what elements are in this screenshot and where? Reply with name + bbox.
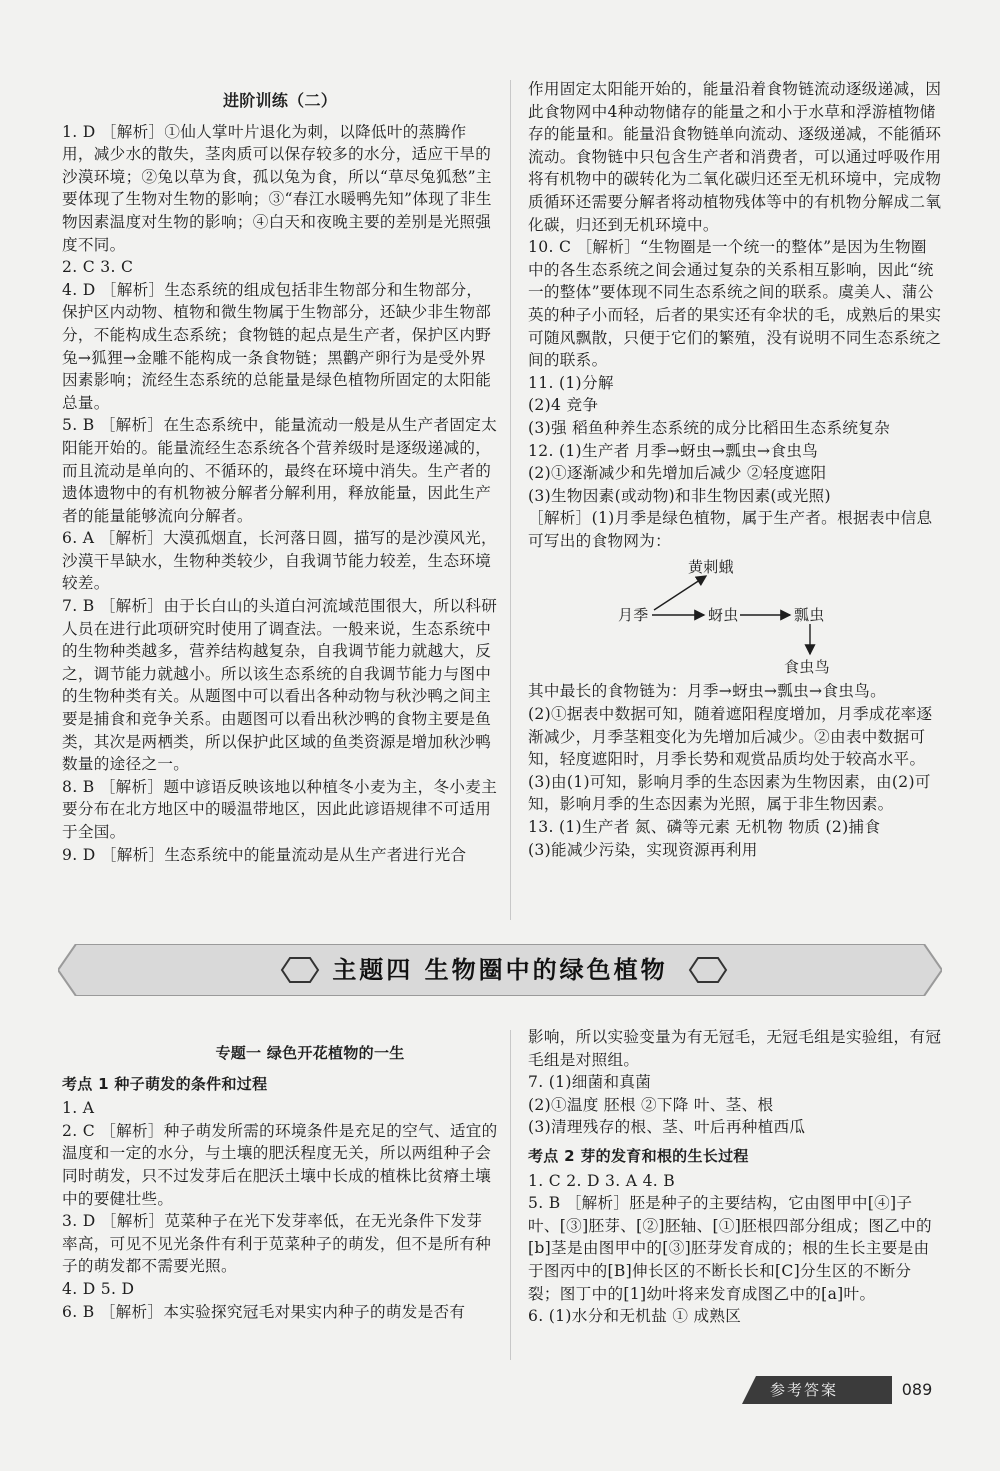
lower-right-answers: [528, 1026, 942, 1328]
answer-paragraph: 6. A ［解析］大漠孤烟直，长河落日圆，描写的是沙漠风光，沙漠干旱缺水，生物种类较少，自我调节能力较差，生态环境较差。: [62, 529, 497, 593]
lower-left-column: [62, 1042, 498, 1323]
page-number: 089: [901, 1380, 933, 1399]
answer-paragraph: 1. C 2. D 3. A 4. B: [528, 1171, 676, 1190]
food-web-node: 食虫鸟: [784, 658, 830, 677]
food-web-diagram: [558, 554, 858, 678]
answer-paragraph: 12. (1)生产者 月季→蚜虫→瓢虫→食虫鸟: [528, 441, 819, 460]
food-web-node: 黄刺蛾: [688, 558, 734, 577]
theme-title: 主题四 生物圈中的绿色植物: [332, 956, 668, 984]
answer-paragraph: (3)清理残存的根、茎、叶后再种植西瓜: [528, 1118, 806, 1137]
answer-paragraph: (3)生物因素(或动物)和非生物因素(或光照): [528, 486, 831, 505]
footer-label: 参考答案: [770, 1381, 839, 1399]
food-web-arrow: [654, 576, 706, 610]
answer-paragraph: 7. B ［解析］由于长白山的头道白河流域范围很大，所以科研人员在进行此项研究时使用了调查法。一般来说，生态系统中的生物种类越多，营养结构越复杂，自我调节能力就越大，反之，调节能力就越小。所以该生态系统的自我调节能力与图中的生物种类有关。从题图中可以看出各种动物与秋沙鸭之间主要是捕食和竞争关系。由题图可以看出秋沙鸭的食物主要是鱼类，其次是两栖类，所以保护此区域的鱼类资源是增加秋沙鸭数量的途径之一。: [62, 597, 498, 774]
answer-paragraph: 5. B ［解析］在生态系统中，能量流动一般是从生产者固定太阳能开始的。能量流经生态系统各个营养级时是逐级递减的，而且流动是单向的、不循环的，最终在环境中消失。生产者的遗体遗物中的有机物被分解者分解利用，释放能量，因此生产者的能量能够流向分解者。: [62, 416, 498, 525]
lower-right-column: [528, 1026, 942, 1328]
exam-point-heading: 考点 2 芽的发育和根的生长过程: [528, 1146, 749, 1165]
answer-paragraph: (3)强 稻鱼种养生态系统的成分比稻田生态系统复杂: [528, 418, 891, 437]
answer-paragraph: 4. D ［解析］生态系统的组成包括非生物部分和生物部分，保护区内动物、植物和微生物属于生物部分，还缺少非生物部分，不能构成生态系统；食物链的起点是生产者，保护区内野兔→狐狸→金雕不能构成一条食物链；黑鹳产卵行为是受外界因素影响；流经生态系统的总能量是绿色植物所固定的太阳能总量。: [62, 280, 492, 412]
answer-paragraph: 影响，所以实验变量为有无冠毛，无冠毛组是实验组，有冠毛组是对照组。: [528, 1028, 942, 1069]
section-title: 进阶训练（二）: [222, 91, 338, 110]
answer-paragraph: 11. (1)分解: [528, 373, 614, 392]
theme-banner: [58, 944, 942, 996]
food-web-node: 瓢虫: [794, 606, 825, 625]
answer-paragraph: 6. (1)水分和无机盐 ① 成熟区: [528, 1307, 742, 1326]
upper-right-column: [528, 78, 942, 861]
page-footer: [742, 1376, 942, 1404]
answer-paragraph: (2)4 竞争: [528, 396, 599, 415]
lower-left-answers: [62, 1073, 498, 1324]
answer-paragraph: 4. D 5. D: [62, 1279, 135, 1298]
answer-paragraph: (3)能减少污染，实现资源再利用: [528, 840, 758, 859]
answer-paragraph: 6. B ［解析］本实验探究冠毛对果实内种子的萌发是否有: [62, 1302, 466, 1321]
answer-paragraph: 1. D ［解析］①仙人掌叶片退化为刺，以降低叶的蒸腾作用，减少水的散失，茎肉质可以保存较多的水分，适应干旱的沙漠环境；②兔以草为食，孤以兔为食，所以“草尽兔狐愁”主要体现了生物对生物的影响；③“春江水暖鸭先知”体现了非生物因素温度对生物的影响；④白天和夜晚主要的差别是光照强度不同。: [62, 122, 492, 254]
answer-paragraph: (2)①据表中数据可知，随着遮阳程度增加，月季成花率逐渐减少，月季茎粗变化为先增加后减少。②由表中数据可知，轻度遮阳时，月季长势和观赏品质均处于较高水平。: [528, 705, 933, 769]
exam-point-heading: 考点 1 种子萌发的条件和过程: [62, 1074, 268, 1093]
answer-paragraph: 10. C ［解析］“生物圈是一个统一的整体”是因为生物圈中的各生态系统之间会通过复杂的关系相互影响，因此“统一的整体”要体现不同生态系统之间的联系。虞美人、蒲公英的种子小而轻，后者的果实还有伞状的毛，成熟后的果实可随风飘散，只便于它们的繁殖，没有说明不同生态系统之间的联系。: [528, 238, 942, 370]
food-web-node: 月季: [618, 606, 649, 625]
food-web-node: 蚜虫: [708, 606, 739, 625]
answer-paragraph: 其中最长的食物链为：月季→蚜虫→瓢虫→食虫鸟。: [528, 682, 886, 701]
upper-left-column: [62, 90, 498, 866]
answer-paragraph: 13. (1)生产者 氮、磷等元素 无机物 物质 (2)捕食: [528, 818, 881, 837]
upper-right-answers-continued: [528, 680, 942, 861]
answer-paragraph: ［解析］(1)月季是绿色植物，属于生产者。根据表中信息可写出的食物网为：: [528, 509, 933, 550]
upper-left-answers: [62, 121, 498, 867]
answer-paragraph: 8. B ［解析］题中谚语反映该地以种植冬小麦为主，冬小麦主要分布在北方地区中的暖温带地区，因此此谚语规律不可适用于全国。: [62, 777, 498, 841]
topic-title: 专题一 绿色开花植物的一生: [215, 1044, 405, 1062]
answer-paragraph: (2)①温度 胚根 ②下降 叶、茎、根: [528, 1095, 774, 1114]
answer-paragraph: (2)①逐渐减少和先增加后减少 ②轻度遮阳: [528, 464, 827, 483]
answer-paragraph: 2. C 3. C: [62, 258, 134, 277]
answer-paragraph: 作用固定太阳能开始的，能量沿着食物链流动逐级递减，因此食物网中4种动物储存的能量之和小于水草和浮游植物储存的能量和。能量沿食物链单向流动、逐级递减，不能循环流动。食物链中只包含生产者和消费者，可以通过呼吸作用将有机物中的碳转化为二氧化碳归还至无机环境中，完成物质循环还需要分解者将动植物残体等中的有机物分解成二氧化碳，归还到无机环境中。: [528, 80, 942, 234]
answer-paragraph: (3)由(1)可知，影响月季的生态因素为生物因素，由(2)可知，影响月季的生态因素为光照，属于非生物因素。: [528, 772, 931, 814]
upper-column-divider: [510, 80, 511, 920]
lower-column-divider: [510, 1030, 511, 1360]
answer-paragraph: 5. B ［解析］胚是种子的主要结构，它由图甲中[④]子叶、[③]胚芽、[②]胚轴、[①]胚根四部分组成；图乙中的[b]茎是由图甲中的[③]胚芽发育成的；根的生长主要是由于图丙中的[B]伸长区的不断长长和[C]分生区的不断分裂；图丁中的[1]幼叶将来发育成图乙中的[a]叶。: [528, 1194, 932, 1303]
answer-paragraph: 1. A: [62, 1099, 95, 1118]
answer-paragraph: 9. D ［解析］生态系统中的能量流动是从生产者进行光合: [62, 845, 467, 864]
upper-right-answers: [528, 78, 942, 552]
answer-paragraph: 2. C ［解析］种子萌发所需的环境条件是充足的空气、适宜的温度和一定的水分，与土壤的肥沃程度无关，所以两组种子会同时萌发，只不过发芽后在肥沃土壤中长成的植株比贫瘠土壤中的要健壮些。: [62, 1121, 498, 1208]
answer-paragraph: 3. D ［解析］苋菜种子在光下发芽率低，在无光条件下发芽率高，可见不见光条件有利于苋菜种子的萌发，但不是所有种子的萌发都不需要光照。: [62, 1212, 492, 1276]
answer-paragraph: 7. (1)细菌和真菌: [528, 1073, 652, 1092]
